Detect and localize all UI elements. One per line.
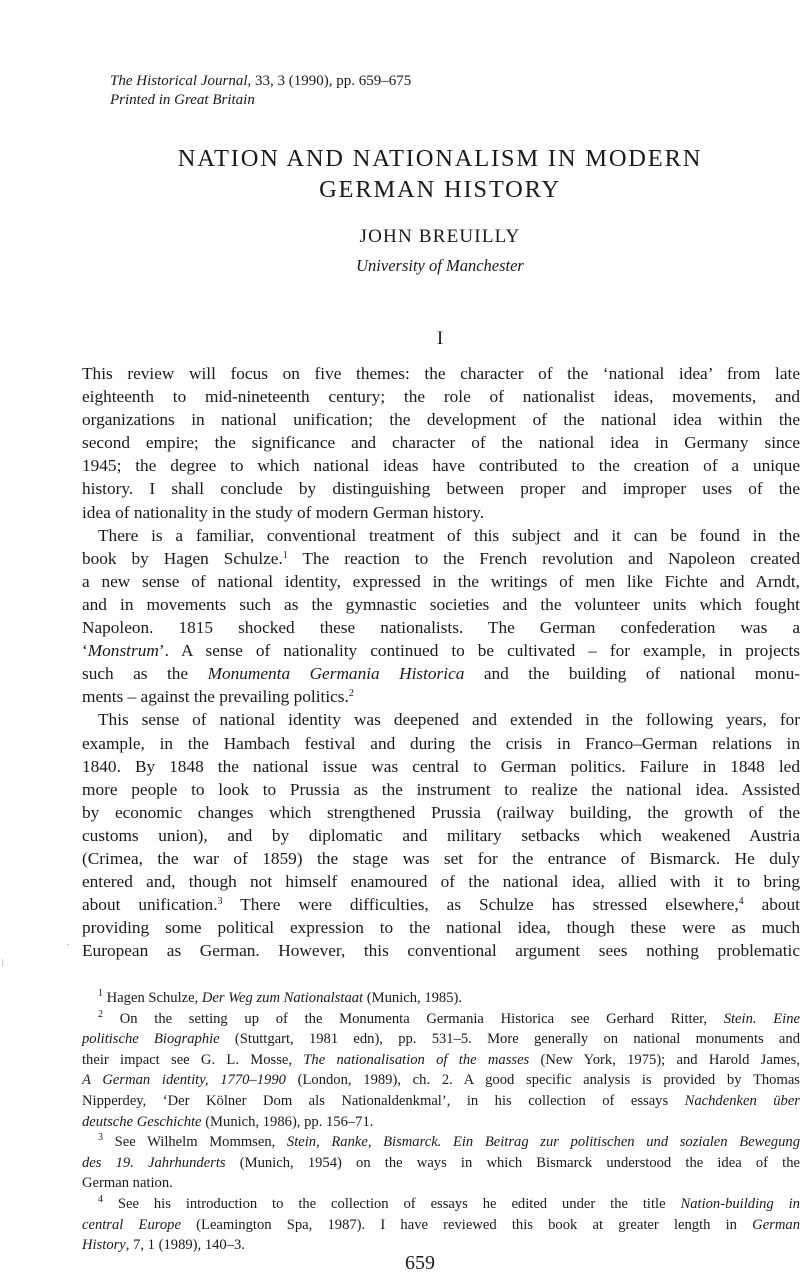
- article-body: [82, 362, 800, 962]
- article-title: NATION AND NATIONALISM IN MODERN GERMAN HISTORY: [177, 145, 703, 203]
- author-affiliation: University of Manchester: [356, 256, 524, 275]
- footnote-ref[interactable]: 3: [217, 896, 223, 908]
- section-heading: I: [436, 328, 444, 349]
- printed-in: Printed in Great Britain: [110, 92, 255, 108]
- footnote-1: $^1$ Hagen Schulze, Der Weg zum Nationalstaat (Munich, 1985).: [98, 988, 463, 1006]
- paragraph-1: This review will focus on five themes: the character of the ‘national idea’ from late eighteenth to mid-nineteenth century; the role of nationalist ideas, movements, and organizations in national unification; the development of the national idea within the second empire; the significance and character of the national idea in Germany since 1945; the degree to which national ideas have contributed to the creation of a unique history. I shall conclude by distinguishing between proper and improper uses of the idea of nationality in the study of modern German history.: [82, 364, 800, 522]
- journal-header: [110, 72, 411, 110]
- footnote-ref[interactable]: 4: [738, 896, 744, 908]
- paragraph-3: This sense of national identity was deepened and extended in the following years, for example, in the Hambach festival and during the crisis in Franco–German relations in 1840. By 1848 the national issue was central to German politics. Failure in 1848 led more people to look to Prussia as the instrument to realize the national idea. Assisted by economic changes which strengthened Prussia (railway building, the growth of the customs union), and by diplomatic and military setbacks which weakened Austria (Crimea, the war of 1859) the stage was set for the entrance of Bismarck. He duly entered and, though not himself enamoured of the national idea, allied with it to bring about unification.$^3$ There were difficulties, as Schulze has stressed elsewhere,$^4$ about providing some political expression to the national idea, though these were as much European as German. However, this conventional argument sees nothing problematic: [82, 710, 800, 961]
- journal-citation: The Historical Journal, 33, 3 (1990), pp. 659–675: [110, 73, 412, 89]
- author-name: JOHN BREUILLY: [359, 226, 521, 247]
- footnote-ref[interactable]: 1: [282, 549, 288, 561]
- footnote-ref[interactable]: 2: [348, 688, 354, 700]
- footnote-2: $^2$ On the setting up of the Monumenta Germania Historica see Gerhard Ritter, Stein. Eine politische Biographie (Stuttgart, 1981 edn), pp. 531–5. More generally on national monuments and their impact see G. L. Mosse, The nationalisation of the masses (New York, 1975); and Harold James, A German identity, 1770–1990 (London, 1989), ch. 2. A good specific analysis is provided by Thomas Nipperdey, ‘Der Kölner Dom als Nationaldenkmal’, in his collection of essays Nachdenken über deutsche Geschichte (Munich, 1986), pp. 156–71.: [82, 1008, 800, 1130]
- journal-name: The Historical Journal: [110, 73, 248, 89]
- footnote-3: $^3$ See Wilhelm Mommsen, Stein, Ranke, Bismarck. Ein Beitrag zur politischen und sozialen Bewegung des 19. Jahrhunderts (Munich, 1954) on the ways in which Bismarck understood the idea of the German nation.: [82, 1132, 800, 1192]
- paragraph-2: There is a familiar, conventional treatment of this subject and it can be found in the book by Hagen Schulze.$^1$ The reaction to the French revolution and Napoleon created a new sense of national identity, expressed in the writings of men like Fichte and Arndt, and in movements such as the gymnastic societies and the volunteer units which fought Napoleon. 1815 shocked these nationalists. The German confederation was a ‘Monstrum’. A sense of nationality continued to be cultivated – for example, in projects such as the Monumenta Germania Historica and the building of national monu- ments – against the prevailing politics.$^2$: [82, 525, 800, 707]
- footnote-4: $^4$ See his introduction to the collection of essays he edited under the title Nation-building in central Europe (Leamington Spa, 1987). I have reviewed this book at greater length in German History, 7, 1 (1989), 140–3.: [82, 1193, 800, 1254]
- scan-speck: ·: [66, 940, 70, 951]
- footnotes: [82, 988, 800, 1256]
- scan-speck: ⁝: [1, 958, 5, 969]
- page-number: 659: [405, 1252, 435, 1274]
